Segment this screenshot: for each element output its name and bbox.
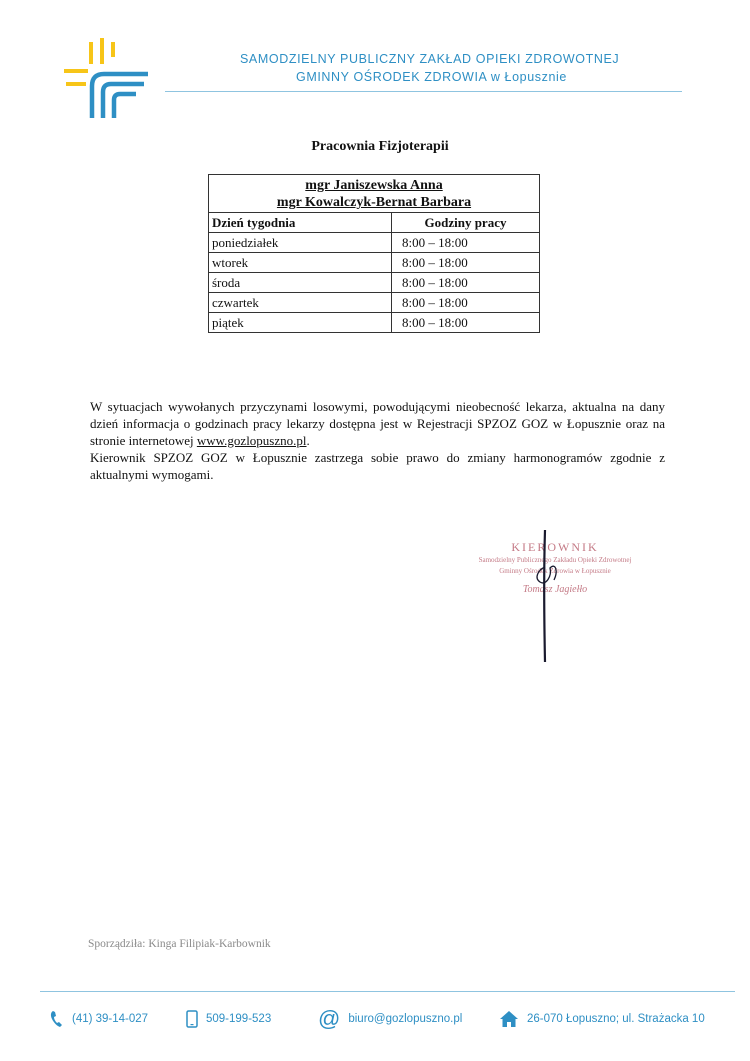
table-row xyxy=(209,313,540,333)
footer-address xyxy=(499,1009,705,1029)
reservation-paragraph: Kierownik SPZOZ GOZ w Łopusznie zastrzega sobie prawo do zmiany harmonogramów zgodnie z aktualnymi wymogami. xyxy=(90,450,665,482)
hours-cell: 8:00 – 18:00 xyxy=(392,313,540,333)
staff-row xyxy=(209,175,540,213)
email-address: biuro@gozlopuszno.pl xyxy=(348,1013,463,1025)
schedule-table xyxy=(208,174,540,333)
header-institution-name: SAMODZIELNY PUBLICZNY ZAKŁAD OPIEKI ZDROWOTNEJ xyxy=(240,52,620,66)
column-header-hours: Godziny pracy xyxy=(392,213,540,233)
stamp-title: KIEROWNIK xyxy=(511,540,599,554)
mobile-number: 509-199-523 xyxy=(206,1013,272,1025)
stamp-line: Samodzielny Publicznego Zakładu Opieki Zdrowotnej xyxy=(478,556,632,564)
notice-text xyxy=(90,398,665,483)
footer-divider xyxy=(40,991,735,992)
stamp-name: Tomasz Jagiełło xyxy=(522,584,588,595)
hours-cell: 8:00 – 18:00 xyxy=(392,273,540,293)
header-divider xyxy=(165,91,682,92)
staff-name: mgr Janiszewska Anna xyxy=(305,178,443,193)
home-icon xyxy=(499,1010,519,1028)
table-row xyxy=(209,293,540,313)
website-link[interactable]: www.gozlopuszno.pl xyxy=(196,433,307,448)
table-row xyxy=(209,233,540,253)
at-icon: @ xyxy=(318,1006,341,1031)
hours-cell: 8:00 – 18:00 xyxy=(392,233,540,253)
phone-number: (41) 39-14-027 xyxy=(72,1013,149,1025)
column-header-day: Dzień tygodnia xyxy=(209,213,392,233)
table-header-row xyxy=(209,213,540,233)
notice-text-part: W sytuacjach wywołanych przyczynami losowymi, powodującymi nieobecność lekarza, aktualna na dany dzień informacja o godzinach pracy lekarzy dostępna jest w Rejestracji SPZOZ GOZ w Łopusznie oraz na stronie internetowej xyxy=(90,399,665,448)
staff-names-cell xyxy=(209,175,540,213)
footer-phone[interactable] xyxy=(50,1009,148,1029)
footer-mobile[interactable] xyxy=(186,1009,271,1029)
handwritten-signature xyxy=(520,522,590,667)
day-cell: piątek xyxy=(209,313,392,333)
day-cell: wtorek xyxy=(209,253,392,273)
staff-name: mgr Kowalczyk-Bernat Barbara xyxy=(276,195,472,210)
notice-paragraph xyxy=(90,398,665,449)
phone-icon xyxy=(50,1010,64,1028)
clinic-logo xyxy=(60,36,150,126)
prepared-by: Sporządziła: Kinga Filipiak-Karbownik xyxy=(88,938,271,950)
table-row xyxy=(209,253,540,273)
table-row xyxy=(209,273,540,293)
document-title: Pracownia Fizjoterapii xyxy=(311,139,449,154)
day-cell: środa xyxy=(209,273,392,293)
day-cell: poniedziałek xyxy=(209,233,392,253)
hours-cell: 8:00 – 18:00 xyxy=(392,253,540,273)
notice-text-end: . xyxy=(306,433,310,448)
stamp-line: Gminny Ośrodek Zdrowia w Łopusznie xyxy=(499,567,611,575)
hours-cell: 8:00 – 18:00 xyxy=(392,293,540,313)
mobile-phone-icon xyxy=(186,1010,198,1028)
day-cell: czwartek xyxy=(209,293,392,313)
header-institution-subtitle: GMINNY OŚRODEK ZDROWIA w Łopusznie xyxy=(296,70,567,84)
postal-address: 26-070 Łopuszno; ul. Strażacka 10 xyxy=(527,1013,705,1025)
footer-email[interactable] xyxy=(318,1006,463,1031)
